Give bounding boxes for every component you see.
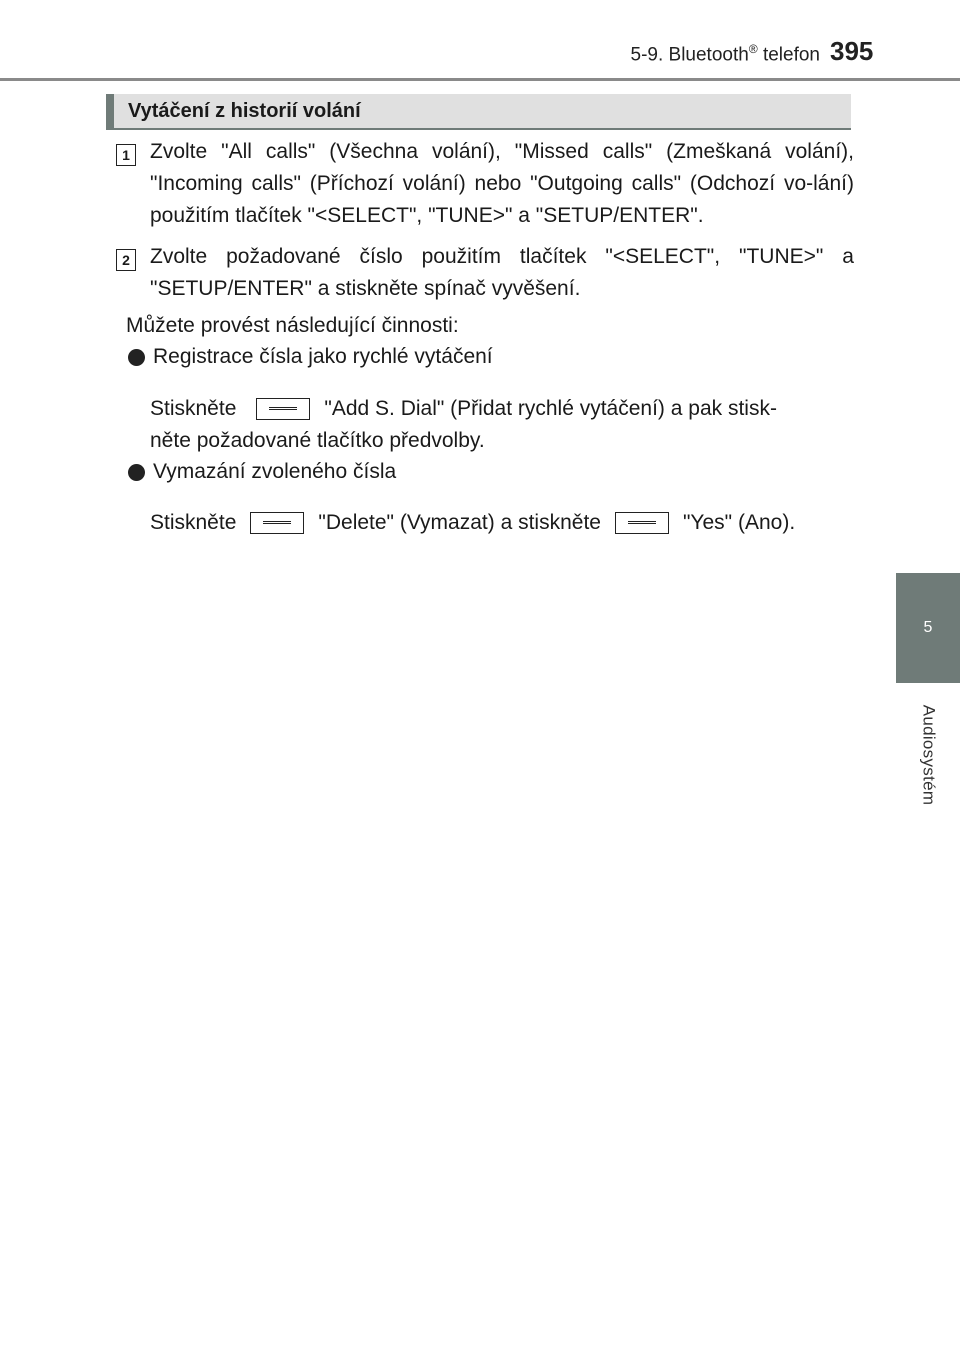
bullet-1-heading: Registrace čísla jako rychlé vytáčení bbox=[153, 345, 493, 368]
bullet-2-heading: Vymazání zvoleného čísla bbox=[153, 460, 397, 483]
header-divider bbox=[0, 78, 960, 81]
button-icon bbox=[615, 512, 669, 534]
chapter-number: 5 bbox=[923, 619, 933, 636]
registered-mark: ® bbox=[748, 42, 758, 56]
header-section-title: 5-9. Bluetooth® telefon bbox=[630, 42, 820, 66]
bullet-1-instruction-line2: něte požadované tlačítko předvolby. bbox=[150, 429, 485, 452]
step-2-text: Zvolte požadované číslo použitím tlačítek "<SELECT", "TUNE>" a "SETUP/ENTER" a stiskněte spínač vyvěšení. bbox=[150, 245, 854, 300]
bullet-dot bbox=[128, 464, 145, 481]
step-1-badge: 1 bbox=[116, 144, 136, 166]
button-icon bbox=[256, 398, 310, 420]
bullet-2-instruction: Stiskněte "Delete" (Vymazat) a stiskněte "Yes" (Ano). bbox=[150, 511, 796, 534]
intro-text: Můžete provést následující činnosti: bbox=[126, 314, 459, 337]
section-title: Vytáčení z historií volání bbox=[106, 94, 851, 130]
button-icon bbox=[250, 512, 304, 534]
step-2-badge: 2 bbox=[116, 249, 136, 271]
step-1-text: Zvolte "All calls" (Všechna volání), "Missed calls" (Zmeškaná volání), "Incoming calls" (Příchozí volání) nebo "Outgoing calls" (Odchozí vo-lání) použitím tlačítek "<SELECT", "TUNE>" a "SETUP/ENTER". bbox=[150, 140, 854, 227]
page-number: 395 bbox=[830, 36, 874, 66]
bullet-1-instruction-line1: Stiskněte "Add S. Dial" (Přidat rychlé vytáčení) a pak stisk- bbox=[150, 397, 777, 420]
chapter-label: Audiosystém bbox=[919, 704, 938, 806]
chapter-tab bbox=[896, 573, 960, 683]
chapter-label-container bbox=[896, 690, 960, 820]
bullet-dot bbox=[128, 349, 145, 366]
